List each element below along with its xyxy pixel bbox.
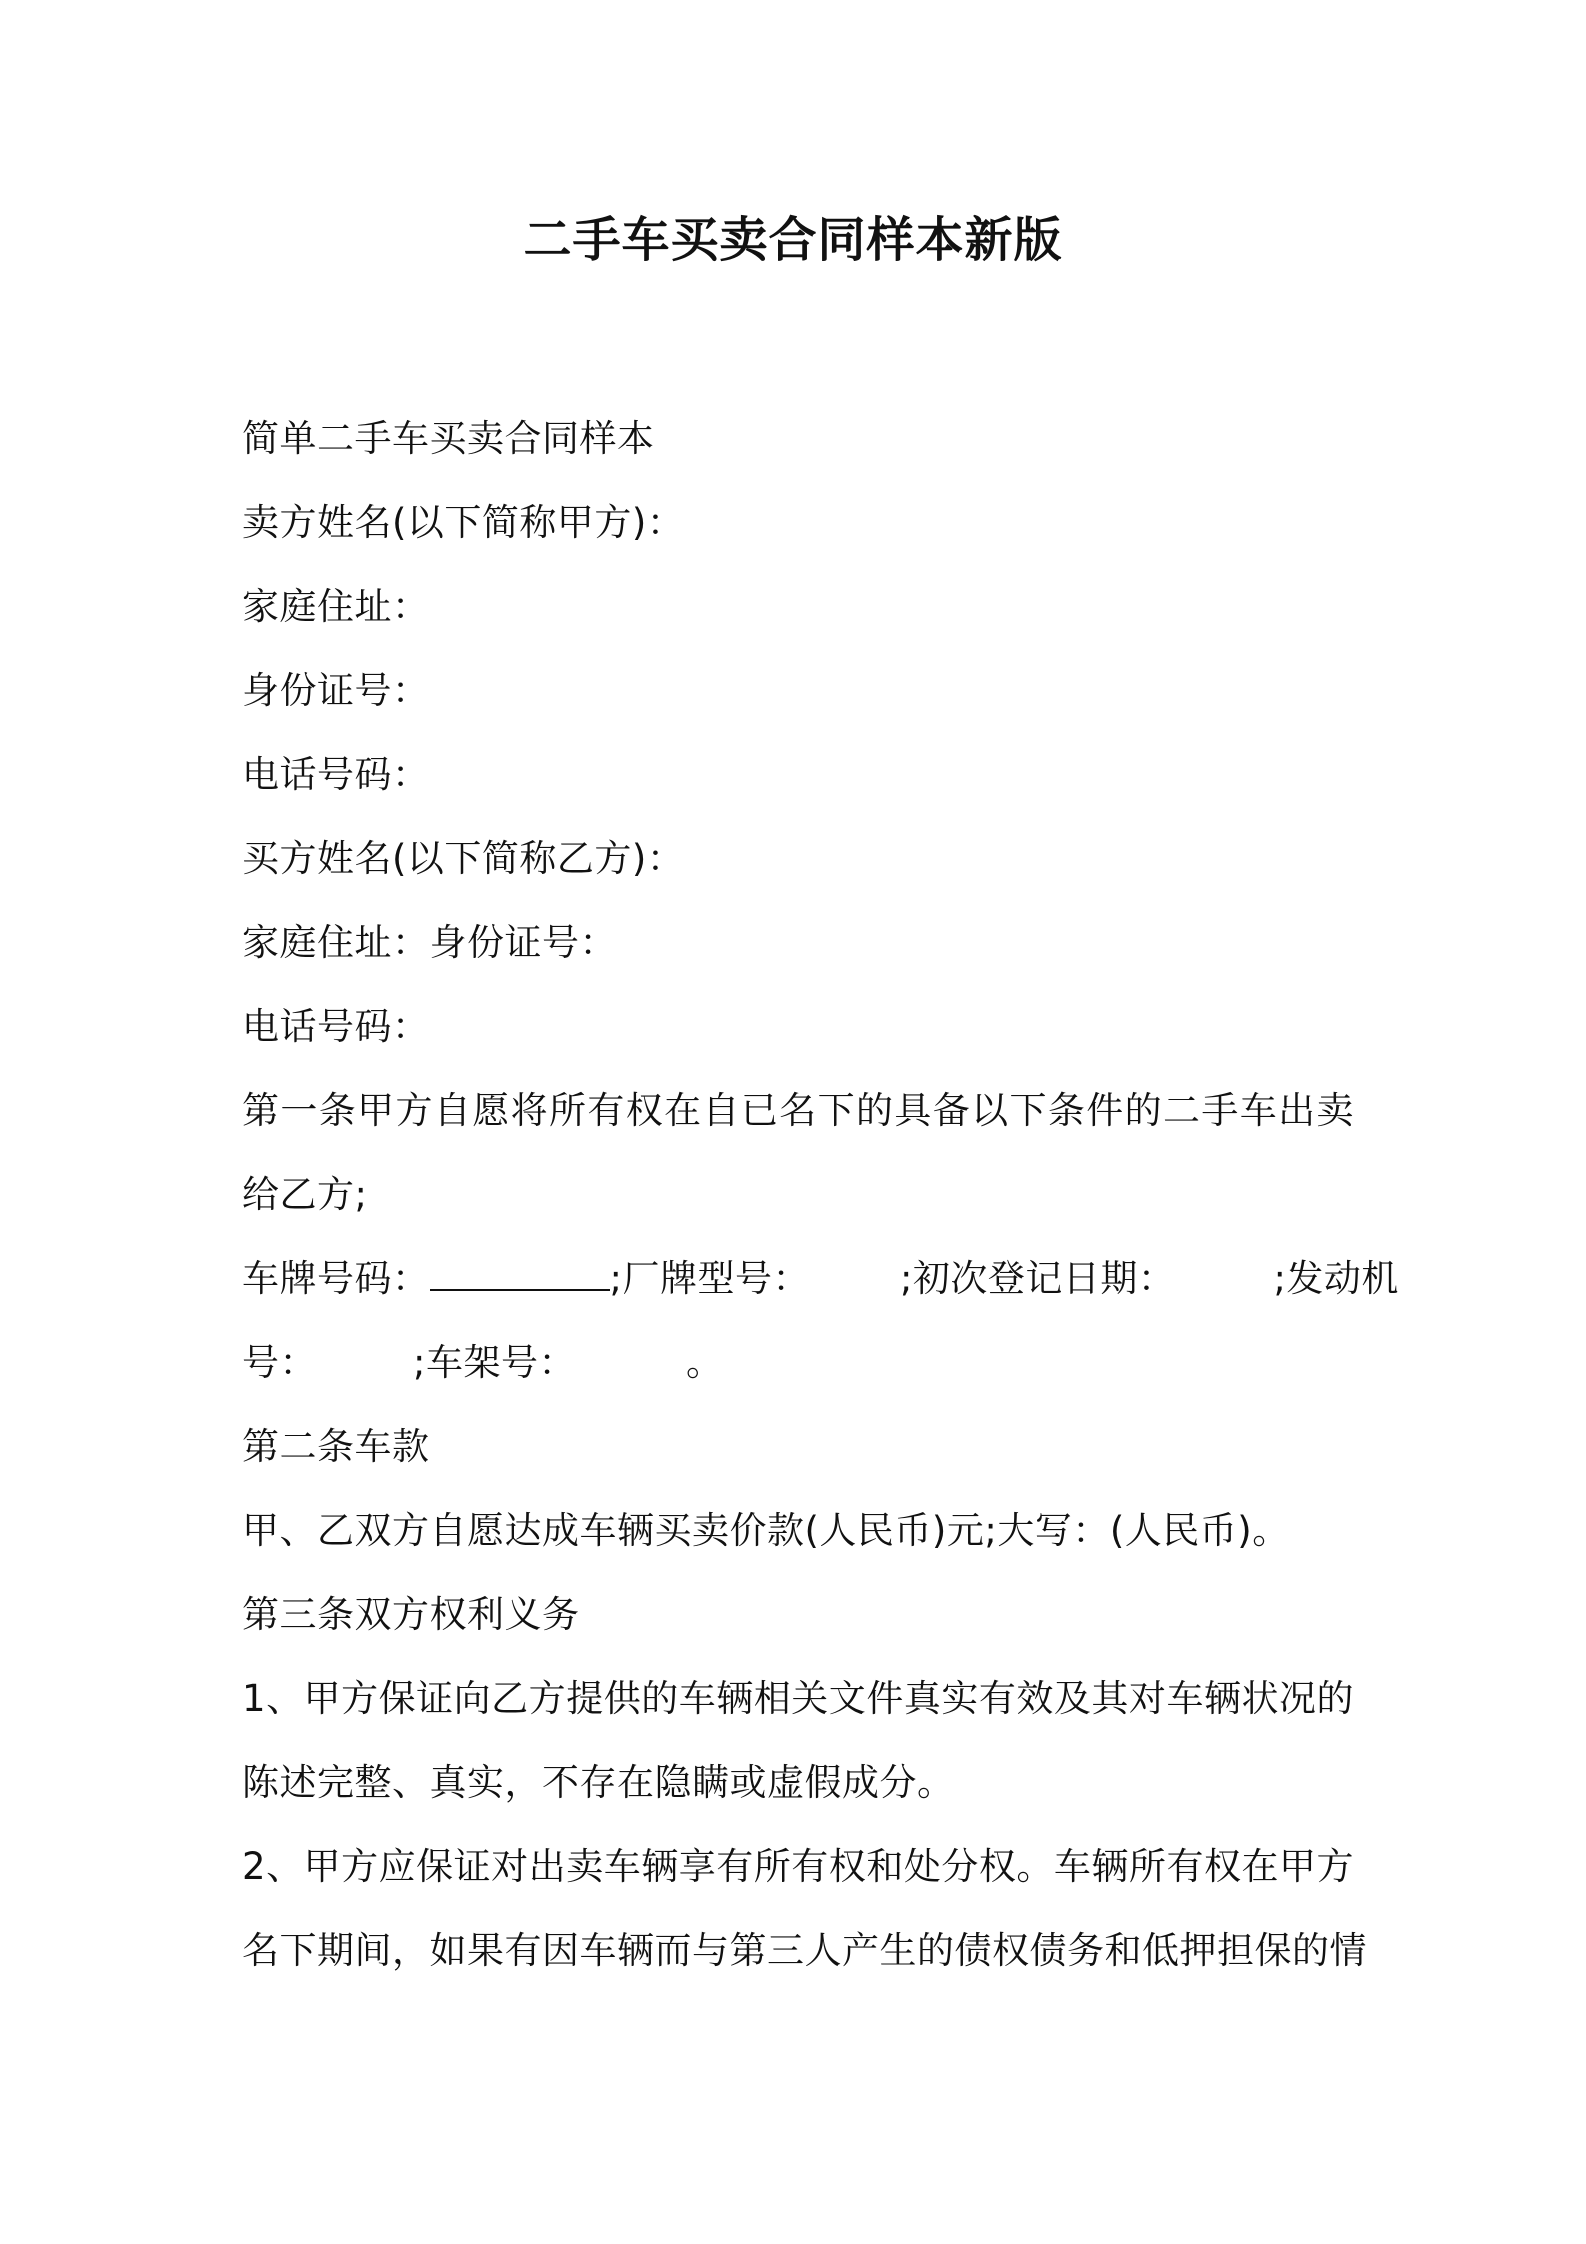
buyer-address-id-label: 家庭住址：身份证号： bbox=[242, 921, 617, 964]
vehicle-info-line2 bbox=[242, 1338, 723, 1388]
article1-line2: 给乙方; bbox=[242, 1173, 368, 1216]
seller-address-label: 家庭住址： bbox=[242, 585, 430, 628]
buyer-name-label: 买方姓名(以下简称乙方)： bbox=[242, 837, 685, 880]
brand-label: ;厂牌型号： bbox=[609, 1257, 810, 1300]
seller-name-label: 卖方姓名(以下简称甲方)： bbox=[242, 501, 685, 544]
article1-line1: 第 一 条 甲 方 自 愿 将 所 有 权 在 自 已 名 下 的 具 备 以 下 条 件 的 二 手 车 出 卖 bbox=[242, 1089, 1354, 1132]
vehicle-info-line1 bbox=[242, 1254, 1399, 1304]
subtitle: 简单二手车买卖合同样本 bbox=[242, 417, 655, 460]
engine-label-part1: ;发动机 bbox=[1273, 1257, 1399, 1300]
plate-blank bbox=[430, 1255, 610, 1291]
article2-text: 甲、乙双方自愿达成车辆买卖价款(人民币)元;大写：(人民币)。 bbox=[242, 1509, 1290, 1552]
document-title: 二手车买卖合同样本新版 bbox=[523, 212, 1063, 268]
article3-item1-line2: 陈述完整、真实，不存在隐瞒或虚假成分。 bbox=[242, 1761, 955, 1804]
article3-item2-line1: 2 、 甲 方 应 保 证 对 出 卖 车 辆 享 有 所 有 权 和 处 分 权 。 车 辆 所 有 权 在 甲 方 bbox=[242, 1845, 1354, 1888]
article3-item2-line2: 名 下 期 间 ， 如 果 有 因 车 辆 而 与 第 三 人 产 生 的 债 权 债 务 和 低 押 担 保 的 情 bbox=[242, 1929, 1367, 1972]
seller-id-label: 身份证号： bbox=[242, 669, 430, 712]
article2-heading: 第二条车款 bbox=[242, 1425, 430, 1468]
article3-heading: 第三条双方权利义务 bbox=[242, 1593, 580, 1636]
seller-phone-label: 电话号码： bbox=[242, 753, 430, 796]
reg-date-label: ;初次登记日期： bbox=[899, 1257, 1176, 1300]
end-mark: 。 bbox=[685, 1341, 724, 1384]
article3-item1-line1: 1 、 甲 方 保 证 向 乙 方 提 供 的 车 辆 相 关 文 件 真 实 有 效 及 其 对 车 辆 状 况 的 bbox=[242, 1677, 1354, 1720]
engine-label-part2: 号： bbox=[242, 1341, 317, 1384]
buyer-phone-label: 电话号码： bbox=[242, 1005, 430, 1048]
frame-label: ;车架号： bbox=[413, 1341, 576, 1384]
plate-label: 车牌号码： bbox=[242, 1257, 430, 1300]
